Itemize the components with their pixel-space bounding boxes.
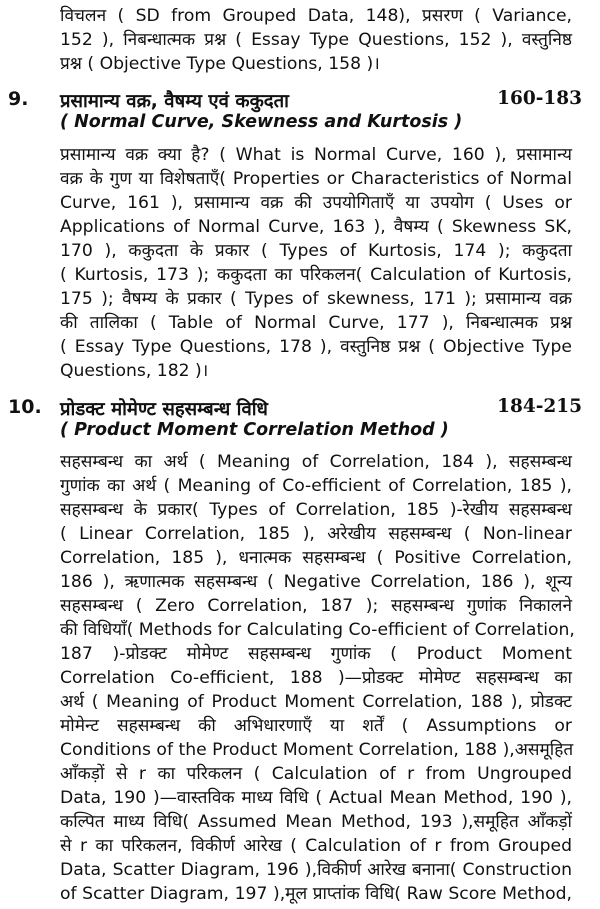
chapter-line: Data, Scatter Diagram, 196 ),विकीर्ण आरेख बनाना( Construction	[60, 860, 572, 880]
chapter-number: 9.	[8, 88, 29, 110]
chapter-line: प्रसामान्य वक्र क्या है? ( What is Normal Curve, 160 ), प्रसामान्य	[60, 145, 572, 165]
intro-line: 152 ), निबन्धात्मक प्रश्न ( Essay Type Questions, 152 ), वस्तुनिष्ठ	[60, 30, 572, 50]
chapter-line: ( Linear Correlation, 185 ), अरेखीय सहसम्बन्ध ( Non-linear	[60, 524, 572, 544]
chapter-line: Applications of Normal Curve, 163 ), वैषम्य ( Skewness SK,	[60, 217, 572, 237]
chapter-title: प्रसामान्य वक्र, वैषम्य एवं ककुदता	[60, 91, 289, 112]
chapter-line: सहसम्बन्ध का अर्थ ( Meaning of Correlation, 184 ), सहसम्बन्ध	[60, 452, 572, 472]
chapter-line: आँकड़ों से r का परिकलन ( Calculation of r from Ungrouped	[60, 764, 572, 784]
chapter-line: Questions, 182 )।	[60, 361, 209, 381]
chapter-line: की तालिका ( Table of Normal Curve, 177 ), निबन्धात्मक प्रश्न	[60, 313, 572, 333]
chapter-line: कल्पित माध्य विधि( Assumed Mean Method, 193 ),समूहित आँकड़ों	[60, 812, 572, 832]
chapter-line: ( Kurtosis, 173 ); ककुदता का परिकलन( Calculation of Kurtosis,	[60, 265, 572, 285]
chapter-line: ( Essay Type Questions, 178 ), वस्तुनिष्ठ प्रश्न ( Objective Type	[60, 337, 572, 357]
chapter-number: 10.	[8, 396, 42, 418]
chapter-subtitle: ( Normal Curve, Skewness and Kurtosis )	[60, 112, 463, 132]
chapter-line: सहसम्बन्ध के प्रकार( Types of Correlation, 185 )-रेखीय सहसम्बन्ध	[60, 500, 572, 520]
chapter-line: मोमेन्ट सहसम्बन्ध की अभिधारणाएँ या शर्तें ( Assumptions or	[60, 716, 572, 736]
chapter-line: of Scatter Diagram, 197 ),मूल प्राप्तांक विधि( Raw Score Method,	[60, 884, 572, 904]
chapter-line: 186 ), ऋणात्मक सहसम्बन्ध ( Negative Correlation, 186 ), शून्य	[60, 572, 572, 592]
chapter-line: Curve, 161 ), प्रसामान्य वक्र की उपयोगिताएँ या उपयोग ( Uses or	[60, 193, 572, 213]
chapter-line: Conditions of the Product Moment Correlation, 188 ),असमूहित	[60, 740, 574, 760]
chapter-subtitle: ( Product Moment Correlation Method )	[60, 420, 449, 440]
chapter-line: से r का परिकलन, विकीर्ण आरेख ( Calculation of r from Grouped	[60, 836, 572, 856]
intro-line: प्रश्न ( Objective Type Questions, 158 )।	[60, 54, 380, 74]
chapter-pages: 184-215	[497, 396, 582, 417]
chapter-line: Correlation Co-efficient, 188 )—प्रोडक्ट मोमेण्ट सहसम्बन्ध का	[60, 668, 572, 688]
chapter-line: की विधियाँ( Methods for Calculating Co-efficient of Correlation,	[60, 620, 575, 640]
chapter-line: 187 )-प्रोडक्ट मोमेण्ट सहसम्बन्ध गुणांक ( Product Moment	[60, 644, 572, 664]
chapter-line: वक्र के गुण या विशेषताएँ( Properties or Characteristics of Normal	[60, 169, 572, 189]
intro-line: विचलन ( SD from Grouped Data, 148), प्रसरण ( Variance,	[60, 6, 572, 26]
chapter-line: सहसम्बन्ध ( Zero Correlation, 187 ); सहसम्बन्ध गुणांक निकालने	[60, 596, 572, 616]
chapter-title: प्रोडक्ट मोमेण्ट सहसम्बन्ध विधि	[60, 399, 268, 420]
chapter-line: अर्थ ( Meaning of Product Moment Correlation, 188 ), प्रोडक्ट	[60, 692, 572, 712]
chapter-line: गुणांक का अर्थ ( Meaning of Co-efficient of Correlation, 185 ),	[60, 476, 572, 496]
chapter-line: 175 ); वैषम्य के प्रकार ( Types of skewness, 171 ); प्रसामान्य वक्र	[60, 289, 572, 309]
chapter-line: 170 ), ककुदता के प्रकार ( Types of Kurtosis, 174 ); ककुदता	[60, 241, 572, 261]
chapter-line: Correlation, 185 ), धनात्मक सहसम्बन्ध ( Positive Correlation,	[60, 548, 572, 568]
chapter-line: Data, 190 )—वास्तविक माध्य विधि ( Actual Mean Method, 190 ),	[60, 788, 572, 808]
chapter-pages: 160-183	[497, 88, 582, 109]
